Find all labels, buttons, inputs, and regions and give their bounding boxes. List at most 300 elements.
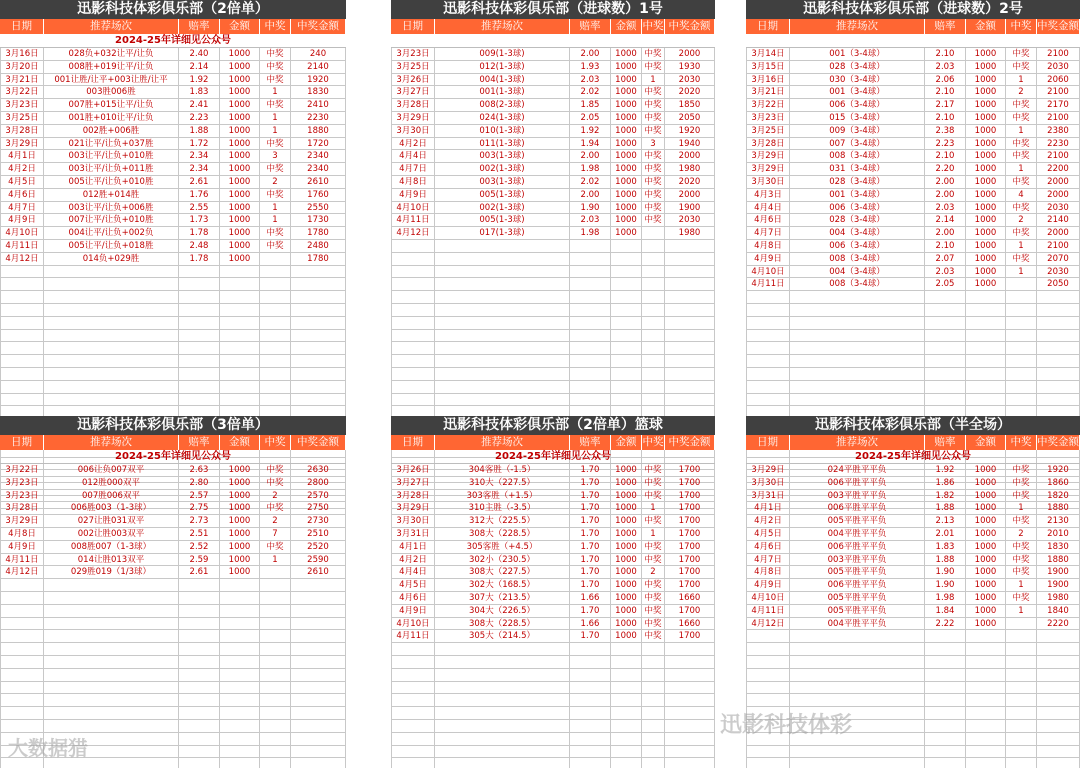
table-cell — [260, 579, 291, 591]
table-cell: 2000 — [1037, 189, 1080, 201]
table-cell — [291, 669, 346, 681]
table-cell: 1.76 — [179, 189, 220, 201]
table-cell — [179, 669, 220, 681]
table-cell: 1000 — [966, 163, 1006, 175]
table-cell: 2 — [1006, 528, 1037, 540]
table-cell — [925, 394, 966, 406]
table-cell: 2800 — [291, 477, 346, 489]
table-cell — [611, 368, 642, 380]
table-cell — [220, 381, 260, 393]
table-cell: 012(1-3球) — [435, 61, 570, 73]
table-cell: 1.70 — [570, 528, 611, 540]
table-cell — [291, 381, 346, 393]
table-cell: 2000 — [1037, 227, 1080, 239]
table-cell: 1 — [642, 502, 665, 514]
table-cell — [260, 656, 291, 668]
table-cell: 2.06 — [925, 74, 966, 86]
table-cell — [391, 669, 435, 681]
table-cell — [291, 592, 346, 604]
table-cell: 001（3-4球） — [790, 86, 925, 98]
watermark-right: 迅影科技体彩 — [720, 713, 853, 738]
table-row — [391, 189, 715, 202]
column-header: 中奖 — [1006, 435, 1037, 450]
table-cell — [0, 618, 44, 630]
table-cell — [611, 682, 642, 694]
table-cell: 2.10 — [925, 150, 966, 162]
empty-row — [0, 291, 346, 304]
table-cell — [0, 266, 44, 278]
empty-row — [0, 355, 346, 368]
table-row — [746, 554, 1080, 567]
table-cell — [220, 304, 260, 316]
table-cell: 2.03 — [570, 74, 611, 86]
table-cell: 1900 — [1037, 566, 1080, 578]
table-cell — [1006, 368, 1037, 380]
table-cell: 4月9日 — [0, 541, 44, 553]
table-cell — [570, 253, 611, 265]
table-cell: 中奖 — [260, 48, 291, 60]
table-cell: 1.82 — [925, 490, 966, 502]
table-cell — [642, 669, 665, 681]
table-cell: 1000 — [966, 150, 1006, 162]
table-cell — [435, 330, 570, 342]
table-cell: 中奖 — [642, 189, 665, 201]
table-cell — [0, 355, 44, 367]
table-cell: 031（3-4球） — [790, 163, 925, 175]
table-cell: 1760 — [291, 189, 346, 201]
table-cell: 4月9日 — [391, 189, 435, 201]
table-row — [746, 502, 1080, 515]
table-row — [0, 253, 346, 266]
table-row — [746, 490, 1080, 503]
table-cell — [179, 266, 220, 278]
table-cell — [260, 720, 291, 732]
table-cell — [220, 630, 260, 642]
watermark-left: 大数据猎 — [8, 736, 88, 760]
empty-row — [746, 291, 1080, 304]
table-cell — [0, 579, 44, 591]
table-row — [0, 541, 346, 554]
table-cell — [435, 317, 570, 329]
empty-row — [0, 394, 346, 407]
table-cell — [0, 592, 44, 604]
table-cell: 1000 — [611, 74, 642, 86]
table-cell — [1037, 394, 1080, 406]
table-cell — [44, 266, 179, 278]
table-cell: 2 — [260, 490, 291, 502]
table-cell: 中奖 — [260, 163, 291, 175]
table-cell: 2020 — [665, 86, 715, 98]
empty-row — [391, 355, 715, 368]
table-cell: 008（3-4球） — [790, 278, 925, 290]
table-cell — [642, 707, 665, 719]
table-cell: 中奖 — [1006, 592, 1037, 604]
table-cell — [435, 278, 570, 290]
header-row — [746, 19, 1080, 34]
table-cell: 1 — [1006, 266, 1037, 278]
empty-row — [0, 605, 346, 618]
table-cell — [0, 643, 44, 655]
table-cell: 2200 — [1037, 163, 1080, 175]
table-cell — [220, 342, 260, 354]
table-cell: 4月8日 — [0, 528, 44, 540]
table-cell: 1000 — [966, 554, 1006, 566]
table-row — [0, 490, 346, 503]
table-row — [746, 278, 1080, 291]
table-cell: 1.70 — [570, 477, 611, 489]
table-cell — [260, 643, 291, 655]
table-row — [391, 112, 715, 125]
table-cell: 4月5日 — [746, 528, 790, 540]
table-cell: 014负+029胜 — [44, 253, 179, 265]
table-cell: 中奖 — [1006, 566, 1037, 578]
table-cell: 003平胜平平负 — [790, 554, 925, 566]
table-cell — [642, 355, 665, 367]
table-cell: 3月28日 — [0, 502, 44, 514]
table-cell: 3月25日 — [391, 61, 435, 73]
table-cell: 中奖 — [1006, 176, 1037, 188]
table-cell — [179, 720, 220, 732]
empty-row — [0, 669, 346, 682]
table-cell: 4月11日 — [391, 214, 435, 226]
empty-row — [391, 291, 715, 304]
table-cell: 1700 — [665, 502, 715, 514]
table-cell — [925, 342, 966, 354]
table-row — [391, 592, 715, 605]
table-cell — [966, 707, 1006, 719]
table-cell — [1037, 304, 1080, 316]
table-cell — [260, 253, 291, 265]
table-cell — [435, 381, 570, 393]
table-cell: 2.51 — [179, 528, 220, 540]
table-cell — [925, 669, 966, 681]
table-cell: 005让平/让负+018胜 — [44, 240, 179, 252]
empty-row — [0, 342, 346, 355]
table-cell — [746, 368, 790, 380]
table-cell — [570, 694, 611, 706]
column-header: 日期 — [391, 435, 435, 450]
column-header: 日期 — [746, 435, 790, 450]
table-cell — [611, 291, 642, 303]
table-cell — [0, 368, 44, 380]
empty-row — [391, 342, 715, 355]
table-cell: 1 — [1006, 579, 1037, 591]
table-cell — [611, 733, 642, 745]
column-header: 金额 — [966, 19, 1006, 34]
table-cell — [220, 656, 260, 668]
column-header: 中奖金额 — [1036, 436, 1079, 448]
table-cell: 1000 — [966, 48, 1006, 60]
table-cell: 006（3-4球） — [790, 240, 925, 252]
table-cell: 中奖 — [642, 86, 665, 98]
table-cell: 1920 — [1037, 464, 1080, 476]
table-row — [746, 541, 1080, 554]
table-cell: 中奖 — [260, 61, 291, 73]
table-row — [0, 214, 346, 227]
table-cell: 1000 — [966, 189, 1006, 201]
table-cell — [220, 720, 260, 732]
table-cell: 1000 — [220, 86, 260, 98]
table-row — [391, 48, 715, 61]
table-cell — [0, 669, 44, 681]
empty-row — [391, 643, 715, 656]
table-cell: 3月28日 — [0, 125, 44, 137]
table-cell: 1000 — [611, 515, 642, 527]
table-cell: 1.93 — [570, 61, 611, 73]
table-cell: 2730 — [291, 515, 346, 527]
empty-row — [0, 330, 346, 343]
table-cell: 2.14 — [179, 61, 220, 73]
table-cell — [44, 669, 179, 681]
table-cell — [611, 381, 642, 393]
table-cell: 3月30日 — [391, 515, 435, 527]
table-cell — [179, 304, 220, 316]
table-cell — [260, 317, 291, 329]
table-cell: 4月11日 — [0, 240, 44, 252]
table-cell — [966, 656, 1006, 668]
table-row — [391, 515, 715, 528]
table-cell — [179, 733, 220, 745]
table-cell — [220, 278, 260, 290]
table-cell: 中奖 — [642, 630, 665, 642]
table-cell — [925, 304, 966, 316]
table-cell — [179, 381, 220, 393]
table-cell: 028负+032让平/让负 — [44, 48, 179, 60]
table-cell — [665, 368, 715, 380]
column-header: 赔率 — [179, 435, 220, 450]
table-cell — [44, 330, 179, 342]
column-header: 金额 — [611, 19, 642, 34]
table-cell: 1700 — [665, 490, 715, 502]
table-cell — [220, 733, 260, 745]
table-row — [0, 125, 346, 138]
table-cell: 中奖 — [642, 477, 665, 489]
table-cell — [642, 278, 665, 290]
table-cell: 1 — [642, 74, 665, 86]
table-cell: 3月26日 — [391, 74, 435, 86]
table-cell — [570, 317, 611, 329]
table-row — [0, 528, 346, 541]
table-cell — [179, 579, 220, 591]
table-row — [0, 74, 346, 87]
table-cell: 3月29日 — [391, 502, 435, 514]
table-cell: 1 — [1006, 125, 1037, 137]
table-cell: 006（3-4球） — [790, 202, 925, 214]
table-cell: 2000 — [665, 189, 715, 201]
table-cell: 004让平/让负+002负 — [44, 227, 179, 239]
table-cell — [44, 605, 179, 617]
column-header: 中奖 — [260, 19, 291, 34]
table-cell: 302大（168.5） — [435, 579, 570, 591]
table-cell — [570, 330, 611, 342]
table-cell: 1700 — [665, 477, 715, 489]
table-cell: 中奖 — [642, 464, 665, 476]
table-cell — [435, 291, 570, 303]
empty-row — [746, 342, 1080, 355]
table-cell: 2100 — [1037, 240, 1080, 252]
table-cell — [611, 643, 642, 655]
table-cell: 中奖 — [260, 477, 291, 489]
table-cell — [790, 355, 925, 367]
table-cell — [642, 240, 665, 252]
table-cell — [925, 381, 966, 393]
table-cell — [44, 381, 179, 393]
table-row — [391, 214, 715, 227]
table-row — [746, 618, 1080, 631]
table-row — [746, 528, 1080, 541]
table-cell: 4月1日 — [0, 150, 44, 162]
table-cell: 2.00 — [570, 48, 611, 60]
table-cell: 1 — [642, 528, 665, 540]
table-cell: 007胜+015让平/让负 — [44, 99, 179, 111]
table-cell — [291, 758, 346, 768]
empty-row — [0, 643, 346, 656]
table-cell: 2140 — [291, 61, 346, 73]
table-cell — [611, 278, 642, 290]
table-cell — [0, 682, 44, 694]
table-cell: 2050 — [665, 112, 715, 124]
table-cell: 1860 — [1037, 477, 1080, 489]
table-cell: 004平胜平平负 — [790, 618, 925, 630]
table-cell — [665, 330, 715, 342]
table-cell: 2610 — [291, 566, 346, 578]
table-cell — [746, 304, 790, 316]
table-cell — [291, 720, 346, 732]
table-cell — [665, 733, 715, 745]
table-cell — [291, 394, 346, 406]
table-cell — [1006, 342, 1037, 354]
table-cell: 2070 — [1037, 253, 1080, 265]
empty-row — [746, 368, 1080, 381]
table-cell: 310主胜（-3.5） — [435, 502, 570, 514]
table-cell: 028（3-4球） — [790, 176, 925, 188]
table-cell: 3月29日 — [746, 163, 790, 175]
table-cell — [665, 317, 715, 329]
table-cell: 4月12日 — [0, 566, 44, 578]
table-cell — [611, 317, 642, 329]
table-row — [746, 214, 1080, 227]
empty-row — [0, 618, 346, 631]
table-cell: 中奖 — [1006, 554, 1037, 566]
table-cell: 2000 — [1037, 176, 1080, 188]
table-cell: 2.00 — [570, 189, 611, 201]
empty-row — [391, 381, 715, 394]
table-row — [391, 630, 715, 643]
table-row — [746, 202, 1080, 215]
table-cell: 2 — [1006, 86, 1037, 98]
column-header: 推荐场次 — [435, 19, 570, 34]
table-cell — [391, 643, 435, 655]
table-cell: 中奖 — [1006, 227, 1037, 239]
table-cell — [44, 707, 179, 719]
table-cell: 2050 — [1037, 278, 1080, 290]
table-cell: 2.41 — [179, 99, 220, 111]
table-cell: 2.17 — [925, 99, 966, 111]
table-cell: 1.66 — [570, 592, 611, 604]
table-cell: 1.86 — [925, 477, 966, 489]
table-cell: 中奖 — [260, 240, 291, 252]
table-cell: 1000 — [611, 61, 642, 73]
table-cell: 4月2日 — [0, 163, 44, 175]
table-cell: 1920 — [665, 125, 715, 137]
table-cell: 3月25日 — [0, 112, 44, 124]
table-cell: 1730 — [291, 214, 346, 226]
table-cell: 1.70 — [570, 566, 611, 578]
table-cell — [746, 381, 790, 393]
table-cell — [291, 630, 346, 642]
table-cell: 1000 — [611, 202, 642, 214]
table-cell: 1.70 — [570, 605, 611, 617]
column-header: 推荐场次 — [790, 19, 925, 34]
table-cell: 1000 — [220, 502, 260, 514]
table-cell: 3月26日 — [391, 464, 435, 476]
table-cell — [570, 355, 611, 367]
table-cell: 2140 — [1037, 214, 1080, 226]
table-cell: 3月29日 — [746, 464, 790, 476]
table-cell: 1000 — [220, 48, 260, 60]
table-cell: 1000 — [611, 227, 642, 239]
table-cell: 中奖 — [1006, 48, 1037, 60]
empty-row — [391, 669, 715, 682]
table-cell: 2030 — [1037, 202, 1080, 214]
table-cell: 1.90 — [925, 579, 966, 591]
table-cell — [179, 643, 220, 655]
table-row — [746, 176, 1080, 189]
table-cell: 4月1日 — [391, 541, 435, 553]
table-cell — [966, 643, 1006, 655]
column-header: 推荐场次 — [790, 435, 925, 450]
table-cell: 1700 — [665, 528, 715, 540]
table-cell — [746, 330, 790, 342]
table-cell: 3月23日 — [0, 490, 44, 502]
table-cell: 中奖 — [1006, 150, 1037, 162]
table-cell: 1000 — [611, 214, 642, 226]
table-cell — [665, 342, 715, 354]
empty-row — [0, 304, 346, 317]
table-row — [391, 138, 715, 151]
table-cell — [0, 304, 44, 316]
table-cell — [220, 330, 260, 342]
table-row — [0, 99, 346, 112]
table-cell: 005平胜平平负 — [790, 592, 925, 604]
table-cell — [291, 342, 346, 354]
table-cell: 1000 — [220, 99, 260, 111]
table-cell: 2.00 — [570, 150, 611, 162]
table-cell — [570, 720, 611, 732]
table-cell — [1006, 720, 1037, 732]
table-cell: 2.22 — [925, 618, 966, 630]
table-cell — [391, 720, 435, 732]
table-cell — [0, 330, 44, 342]
table-cell — [0, 317, 44, 329]
table-cell: 4月2日 — [391, 138, 435, 150]
table-cell: 2.00 — [925, 189, 966, 201]
table-cell — [220, 707, 260, 719]
table-cell — [260, 330, 291, 342]
empty-row — [391, 253, 715, 266]
table-cell — [642, 381, 665, 393]
table-cell: 2.02 — [570, 176, 611, 188]
empty-row — [391, 266, 715, 279]
table-cell: 1 — [1006, 605, 1037, 617]
table-cell: 015（3-4球） — [790, 112, 925, 124]
column-header: 中奖 — [642, 436, 664, 448]
table-cell — [0, 394, 44, 406]
table-cell: 2 — [1006, 214, 1037, 226]
empty-row — [746, 656, 1080, 669]
table-cell: 011(1-3球) — [435, 138, 570, 150]
table-cell — [966, 694, 1006, 706]
